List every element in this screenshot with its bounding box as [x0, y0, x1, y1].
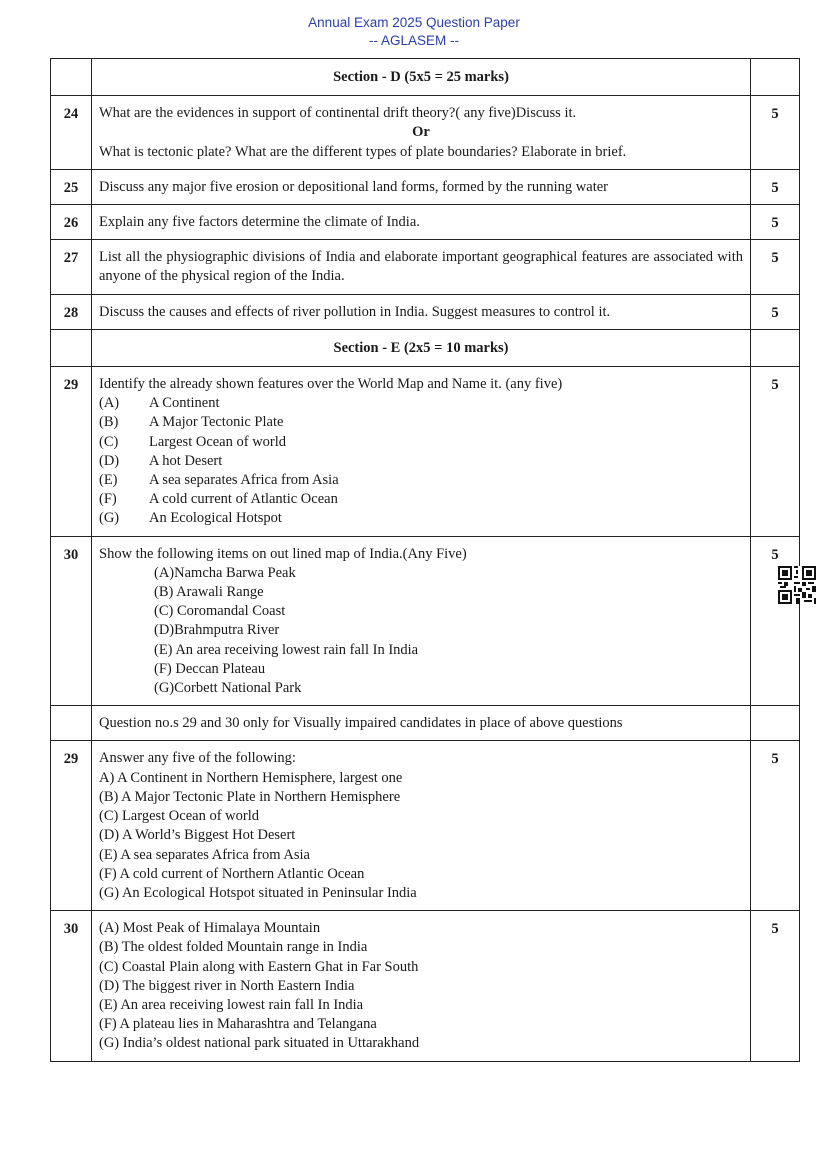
question-row-24	[51, 96, 800, 170]
question-text: Discuss the causes and effects of river pollution in India. Suggest measures to control it.	[92, 294, 751, 329]
option-text: A Major Tectonic Plate	[149, 414, 284, 431]
question-row-28	[51, 294, 800, 329]
option-text: A cold current of Atlantic Ocean	[149, 491, 338, 508]
option-item: (G)Corbett National Park	[154, 680, 302, 697]
option-item	[99, 413, 743, 432]
option-item: (F) A plateau lies in Maharashtra and Telangana	[99, 1016, 377, 1033]
question-text	[92, 96, 751, 170]
section-e-title: Section - E (2x5 = 10 marks)	[92, 329, 751, 366]
question-text	[92, 367, 751, 537]
option-item	[99, 509, 743, 528]
empty-cell	[51, 59, 92, 96]
option-item: (C) Coromandal Coast	[154, 603, 286, 620]
option-item: (F) A cold current of Northern Atlantic Ocean	[99, 865, 365, 882]
or-label: Or	[412, 124, 430, 141]
question-text: Explain any five factors determine the climate of India.	[92, 205, 751, 240]
question-table	[50, 58, 800, 1062]
option-item: (A)Namcha Barwa Peak	[154, 564, 296, 581]
question-marks: 5	[751, 294, 800, 329]
option-item: A) A Continent in Northern Hemisphere, largest one	[99, 769, 403, 786]
vi-note-row	[51, 706, 800, 741]
option-item: (C) Largest Ocean of world	[99, 808, 259, 825]
question-29-vi-text: Answer any five of the following:	[99, 750, 296, 767]
option-item: (E) An area receiving lowest rain fall In India	[99, 996, 364, 1013]
question-marks: 5	[751, 96, 800, 170]
question-number: 26	[51, 205, 92, 240]
question-number: 29	[51, 367, 92, 537]
option-text: A hot Desert	[149, 452, 223, 469]
empty-cell	[51, 329, 92, 366]
qr-code-icon	[778, 566, 816, 604]
question-marks: 5	[751, 536, 800, 706]
question-row-25	[51, 169, 800, 204]
section-d-row	[51, 59, 800, 96]
question-marks: 5	[751, 741, 800, 911]
question-24-text: What are the evidences in support of continental drift theory?( any five)Discuss it.	[99, 105, 577, 122]
question-text: Discuss any major five erosion or depositional land forms, formed by the running water	[92, 169, 751, 204]
question-number: 30	[51, 536, 92, 706]
question-row-29-vi	[51, 741, 800, 911]
question-row-29	[51, 367, 800, 537]
option-label: (B)	[99, 414, 119, 431]
option-label: (C)	[99, 433, 119, 450]
option-item: (B) The oldest folded Mountain range in India	[99, 939, 368, 956]
question-text	[92, 536, 751, 706]
option-item: (D) The biggest river in North Eastern India	[99, 977, 355, 994]
option-item: (B) A Major Tectonic Plate in Northern Hemisphere	[99, 788, 401, 805]
section-e-row	[51, 329, 800, 366]
header-subtitle: -- AGLASEM --	[368, 33, 459, 48]
section-d-title: Section - D (5x5 = 25 marks)	[92, 59, 751, 96]
empty-cell	[751, 329, 800, 366]
option-item: (G) India’s oldest national park situated in Uttarakhand	[99, 1035, 420, 1052]
option-label: (A)	[99, 395, 120, 412]
empty-cell	[751, 706, 800, 741]
option-label: (F)	[99, 491, 117, 508]
question-number: 30	[51, 911, 92, 1061]
option-item: (C) Coastal Plain along with Eastern Ghat in Far South	[99, 958, 419, 975]
option-item: (B) Arawali Range	[154, 584, 264, 601]
empty-cell	[751, 59, 800, 96]
question-marks: 5	[751, 205, 800, 240]
option-text: A Continent	[149, 395, 220, 412]
option-item: (F) Deccan Plateau	[154, 660, 266, 677]
question-29-text: Identify the already shown features over the World Map and Name it. (any five)	[99, 376, 563, 393]
question-number: 24	[51, 96, 92, 170]
vi-note-text: Question no.s 29 and 30 only for Visually impaired candidates in place of above questions	[92, 706, 751, 741]
option-label: (D)	[99, 452, 120, 469]
option-item: (A) Most Peak of Himalaya Mountain	[99, 920, 321, 937]
question-24-alt-text: What is tectonic plate? What are the different types of plate boundaries? Elaborate in brief.	[99, 143, 627, 160]
option-item: (D)Brahmputra River	[154, 622, 280, 639]
option-label: (E)	[99, 472, 118, 489]
option-text: An Ecological Hotspot	[149, 510, 282, 527]
question-marks: 5	[751, 240, 800, 294]
question-text	[92, 911, 751, 1061]
option-item	[99, 433, 743, 452]
option-item	[99, 471, 743, 490]
question-text	[92, 741, 751, 911]
question-number: 28	[51, 294, 92, 329]
question-number: 27	[51, 240, 92, 294]
option-item	[99, 490, 743, 509]
question-marks: 5	[751, 911, 800, 1061]
question-number: 25	[51, 169, 92, 204]
question-marks: 5	[751, 169, 800, 204]
question-row-27	[51, 240, 800, 294]
question-30-text: Show the following items on out lined map of India.(Any Five)	[99, 545, 467, 562]
question-row-26	[51, 205, 800, 240]
question-number: 29	[51, 741, 92, 911]
option-item: (E) A sea separates Africa from Asia	[99, 846, 310, 863]
option-label: (G)	[99, 510, 120, 527]
question-marks: 5	[751, 367, 800, 537]
option-item	[99, 394, 743, 413]
option-item: (G) An Ecological Hotspot situated in Peninsular India	[99, 884, 417, 901]
option-item: (D) A World’s Biggest Hot Desert	[99, 827, 296, 844]
option-text: A sea separates Africa from Asia	[149, 472, 339, 489]
question-text: List all the physiographic divisions of India and elaborate important geographical features are associated with anyone of the physical region of the India.	[92, 240, 751, 294]
option-item: (E) An area receiving lowest rain fall In India	[154, 641, 419, 658]
page-header	[0, 14, 828, 50]
question-row-30	[51, 536, 800, 706]
header-title: Annual Exam 2025 Question Paper	[308, 15, 520, 30]
option-item	[99, 452, 743, 471]
empty-cell	[51, 706, 92, 741]
question-row-30-vi	[51, 911, 800, 1061]
option-text: Largest Ocean of world	[149, 433, 287, 450]
